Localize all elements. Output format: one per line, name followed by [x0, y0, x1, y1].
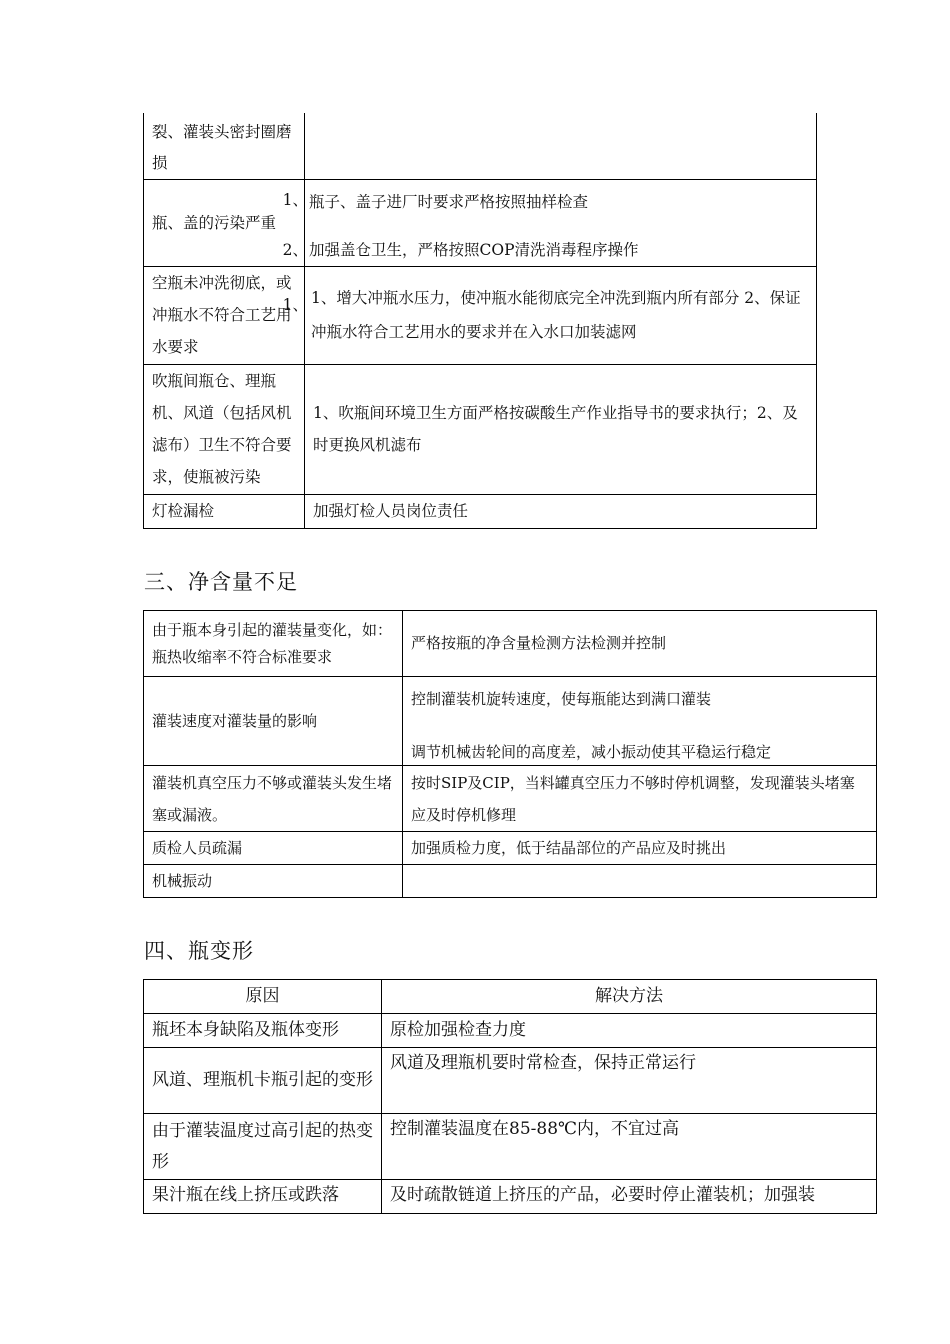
solution-cell: 原检加强检查力度: [382, 1014, 877, 1048]
solution-cell: [403, 677, 877, 766]
header-solution: 解决方法: [382, 980, 877, 1014]
table-row: [144, 113, 817, 179]
cause-text: 瓶、盖的污染严重: [152, 213, 277, 232]
list-number: 1、: [282, 295, 308, 314]
table-row: [144, 677, 877, 766]
header-cause: 原因: [144, 980, 382, 1014]
solution-cell: 按时SIP及CIP，当料罐真空压力不够时停机调整，发现灌装头堵塞应及时停机修理: [403, 766, 877, 832]
solution-cell: 1、增大冲瓶水压力，使冲瓶水能彻底完全冲洗到瓶内所有部分 2、保证冲瓶水符合工艺用水的要求并在入水口加装滤网: [305, 266, 817, 364]
cause-cell: 瓶坯本身缺陷及瓶体变形: [144, 1014, 382, 1048]
table-row: [144, 832, 877, 865]
list-number: 1、: [282, 190, 308, 209]
solution-item: 瓶子、盖子进厂时要求严格按照抽样检查: [309, 192, 589, 211]
cause-cell: [144, 113, 305, 179]
table-row: [144, 1014, 877, 1048]
cause-cell: [144, 266, 308, 364]
cause-cell: [144, 179, 308, 266]
cause-cell: 质检人员疏漏: [144, 832, 403, 865]
solution-cell: 严格按瓶的净含量检测方法检测并控制: [403, 611, 877, 677]
solution-item: 加强盖仓卫生，严格按照COP清洗消毒程序操作: [309, 240, 639, 259]
solution-cell: [403, 865, 877, 898]
cause-cell: 灌装机真空压力不够或灌装头发生堵塞或漏液。: [144, 766, 403, 832]
table-row: [144, 611, 877, 677]
cause-cell: 果汁瓶在线上挤压或跌落: [144, 1180, 382, 1214]
table-row: [144, 266, 817, 364]
contamination-table: [143, 113, 817, 529]
cause-cell: 由于瓶本身引起的灌装量变化，如：瓶热收缩率不符合标准要求: [144, 611, 403, 677]
table-row: [144, 1180, 877, 1214]
table-row: [144, 364, 817, 494]
cause-cell: 灯检漏检: [144, 494, 305, 528]
solution-item: 控制灌装机旋转速度，使每瓶能达到满口灌装: [411, 690, 712, 708]
table-row: [144, 1048, 877, 1114]
table-row: [144, 179, 817, 266]
cause-cell: 灌装速度对灌装量的影响: [144, 677, 403, 766]
cause-cell: 机械振动: [144, 865, 403, 898]
table-row: [144, 1114, 877, 1180]
net-content-table: [143, 610, 877, 898]
table-row: [144, 766, 877, 832]
solution-cell: 1、吹瓶间环境卫生方面严格按碳酸生产作业指导书的要求执行；2、及时更换风机滤布: [305, 364, 817, 494]
solution-cell: 加强灯检人员岗位责任: [305, 494, 817, 528]
bottle-deformation-table: [143, 979, 877, 1214]
solution-cell: 加强质检力度，低于结晶部位的产品应及时挑出: [403, 832, 877, 865]
table-header-row: [144, 980, 877, 1014]
section-heading: 四、瓶变形: [144, 939, 254, 963]
cause-cell: 由于灌装温度过高引起的热变形: [144, 1114, 382, 1180]
cause-cell: 风道、理瓶机卡瓶引起的变形: [144, 1048, 382, 1114]
table-row: [144, 494, 817, 528]
cause-text: 裂、灌装头密封圈磨损: [152, 122, 292, 172]
solution-cell: 风道及理瓶机要时常检查，保持正常运行: [382, 1048, 877, 1114]
solution-cell: 及时疏散链道上挤压的产品，必要时停止灌装机；加强装: [382, 1180, 877, 1214]
solution-cell: [305, 113, 817, 179]
section-heading: 三、净含量不足: [144, 570, 298, 594]
cause-text: 空瓶未冲洗彻底，或冲瓶水不符合工艺用水要求: [152, 274, 292, 356]
table-row: [144, 865, 877, 898]
solution-cell: 控制灌装温度在85-88℃内，不宜过高: [382, 1114, 877, 1180]
cause-cell: 吹瓶间瓶仓、理瓶机、风道（包括风机滤布）卫生不符合要求，使瓶被污染: [144, 364, 305, 494]
list-number: 2、: [282, 240, 308, 259]
solution-item: 调节机械齿轮间的高度差，减小振动使其平稳运行稳定: [411, 743, 772, 761]
solution-cell: [305, 179, 817, 266]
